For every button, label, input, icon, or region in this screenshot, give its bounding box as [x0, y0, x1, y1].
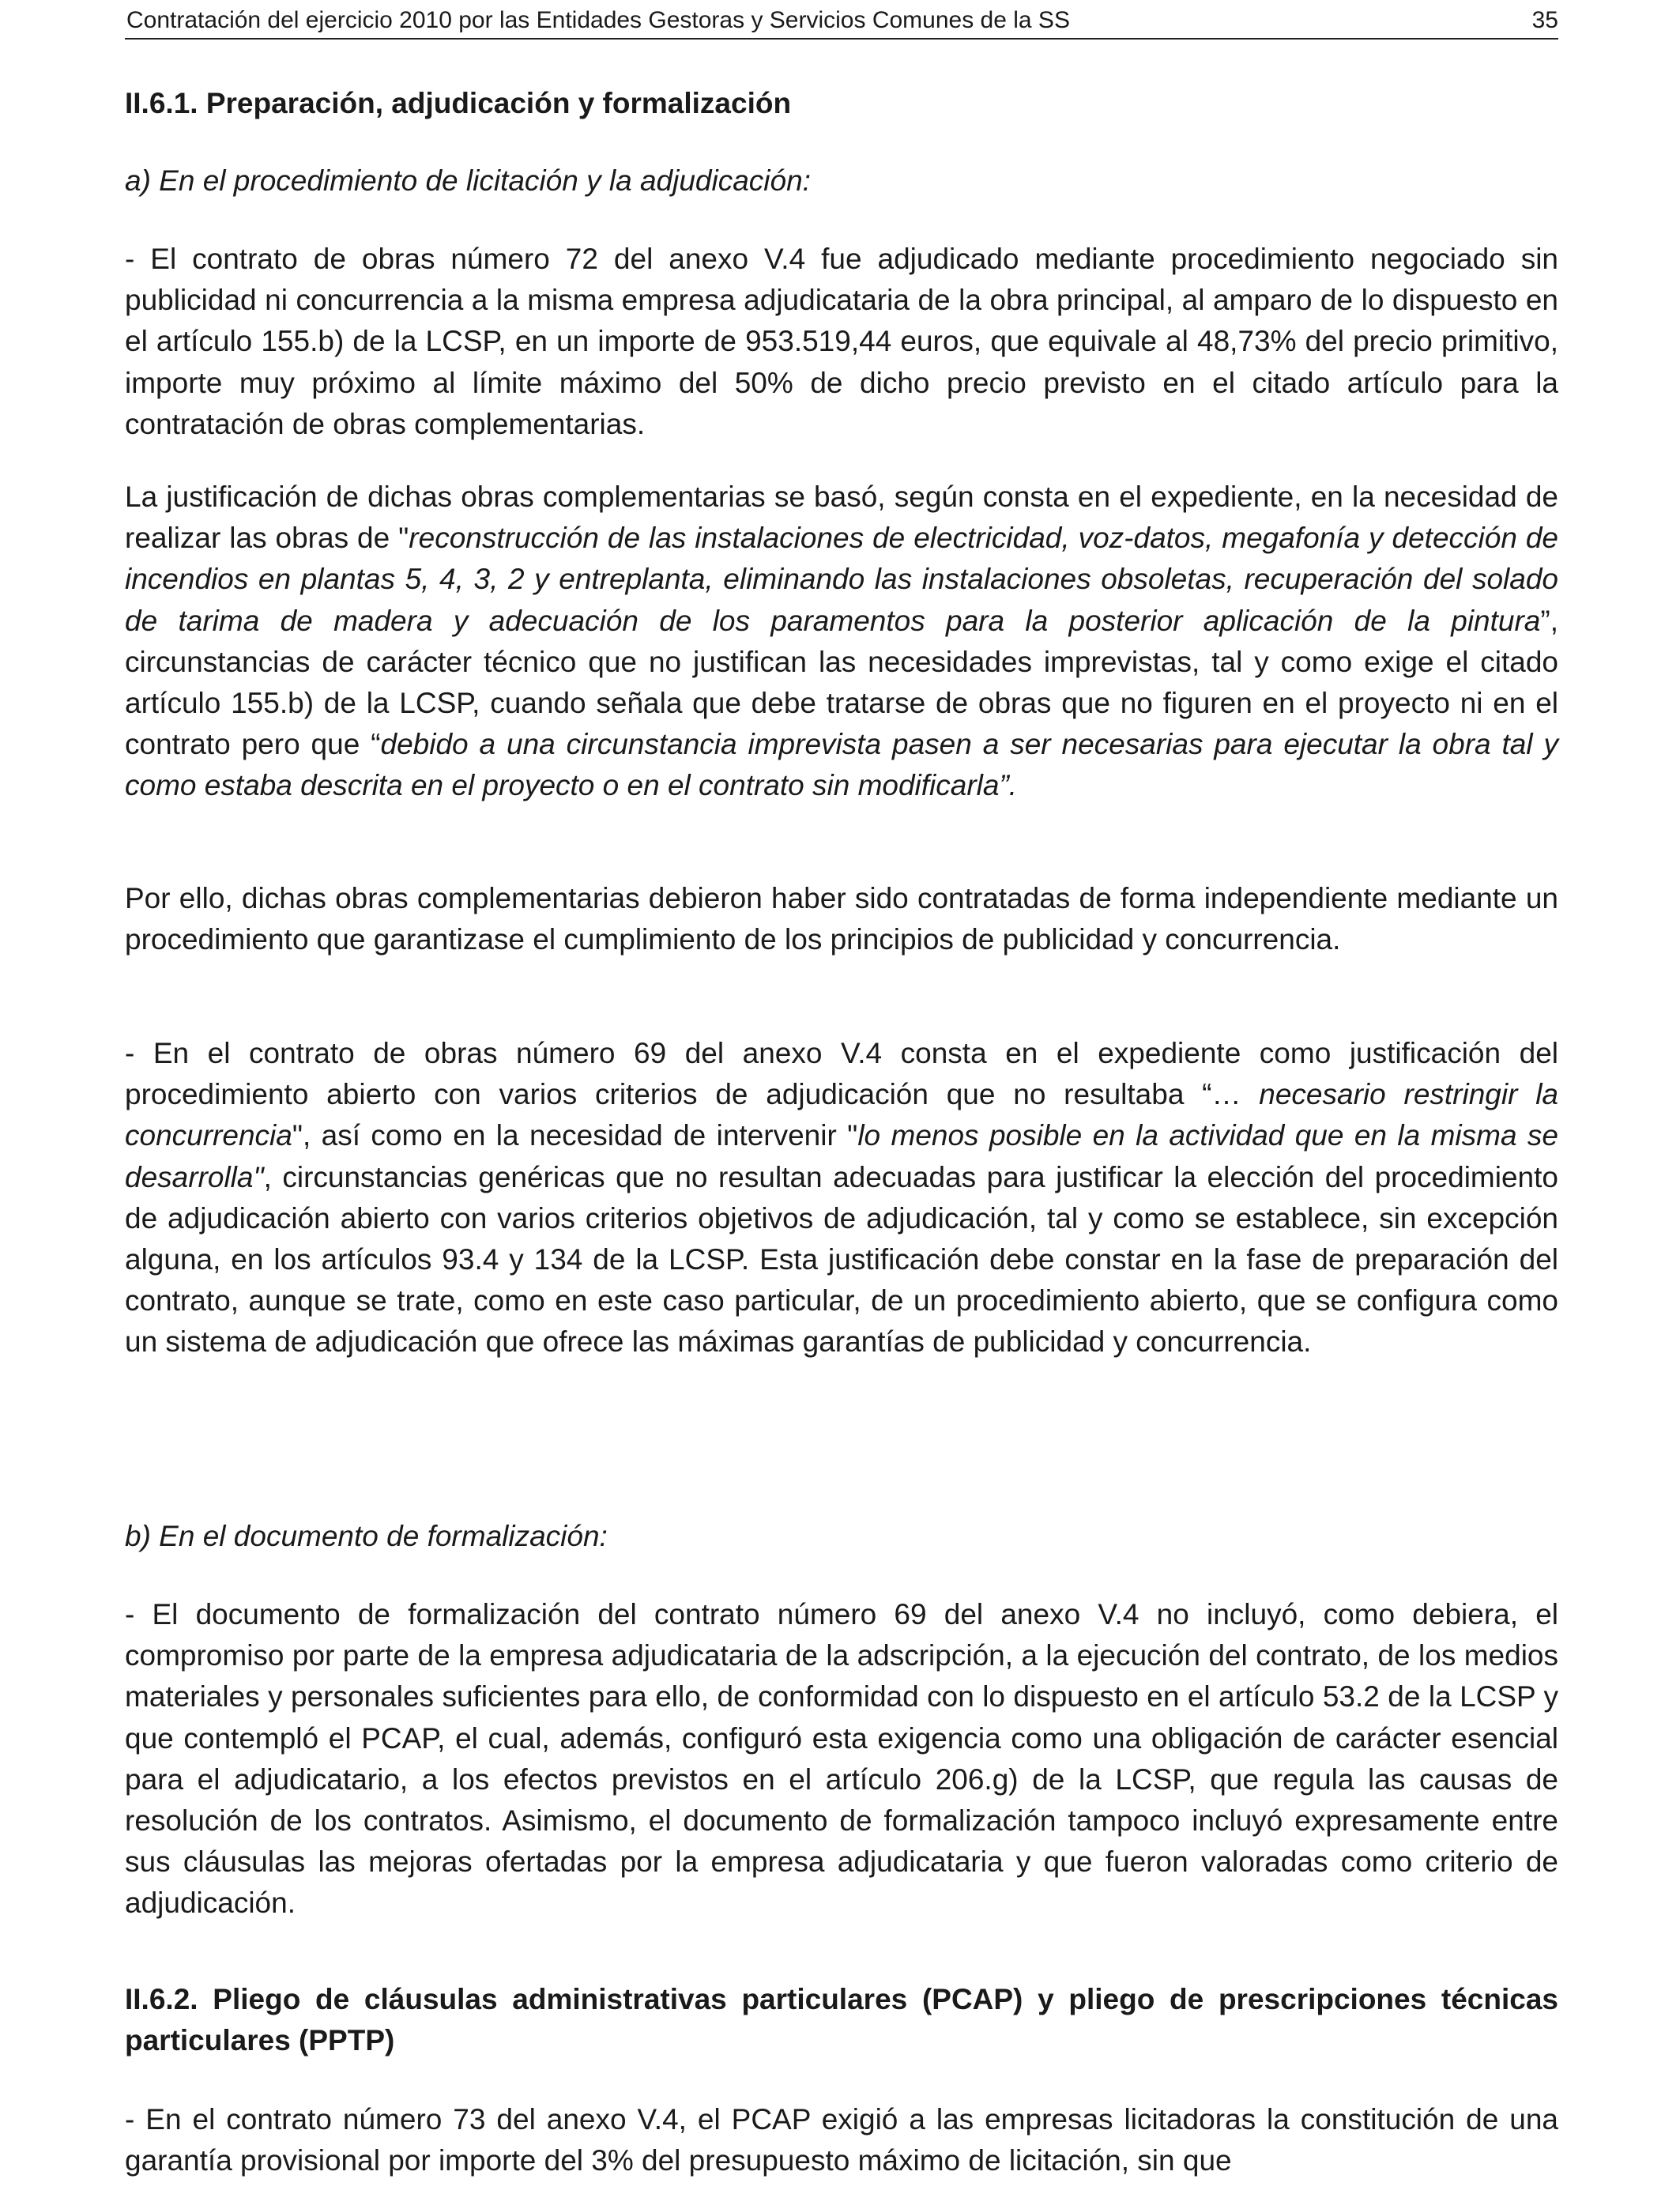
- text-run: ", así como en la necesidad de intervenir ": [292, 1119, 858, 1152]
- paragraph-contrato-72: - El contrato de obras número 72 del anexo V.4 fue adjudicado mediante procedimiento negociado sin publicidad ni concurrencia a la misma empresa adjudicataria de la obra principal, al amparo de lo dispuesto en el artículo 155.b) de la LCSP, en un importe de 953.519,44 euros, que equivale al 48,73% del precio primitivo, importe muy próximo al límite máximo del 50% de dicho precio previsto en el citado artículo para la contratación de obras complementarias.: [125, 243, 1558, 440]
- text-run: , circunstancias genéricas que no resultan adecuadas para justificar la elección del procedimiento de adjudicación abierto con varios criterios objetivos de adjudicación, tal y como se establece, sin excepción alguna, en los artículos 93.4 y 134 de la LCSP. Esta justificación debe constar en la fase de preparación del contrato, aunque se trate, como en este caso particular, de un procedimiento abierto, que se configura como un sistema de adjudicación que ofrece las máximas garantías de publicidad y concurrencia.: [125, 1160, 1558, 1359]
- quoted-italic-text: necesario restringir la concurrencia: [125, 1078, 1558, 1152]
- section-heading-ii-6-2: II.6.2. Pliego de cláusulas administrativas particulares (PCAP) y pliego de prescripciones técnicas particulares (PPTP): [125, 1983, 1558, 2056]
- quoted-italic-text: lo menos posible en la actividad que en la misma se desarrolla": [125, 1119, 1558, 1193]
- quoted-italic-text: reconstrucción de las instalaciones de electricidad, voz-datos, megafonía y detección de incendios en plantas 5, 4, 3, 2 y entreplanta, eliminando las instalaciones obsoletas, recuperación del solado de tarima de madera y adecuación de los paramentos para la posterior aplicación de la pintura: [125, 522, 1559, 637]
- page-number: 35: [1531, 7, 1558, 33]
- text-run: La justificación de dichas obras complementarias se basó, según consta en el expediente, en la necesidad de realizar las obras de ": [125, 481, 1558, 555]
- paragraph-contrato-73: - En el contrato número 73 del anexo V.4, el PCAP exigió a las empresas licitadoras la constitución de una garantía provisional por importe del 3% del presupuesto máximo de licitación, sin que: [125, 2103, 1558, 2177]
- paragraph-justificacion-obras: [125, 477, 1558, 807]
- text-run: ”, circunstancias de carácter técnico que no justifican las necesidades imprevistas, tal y como exige el citado artículo 155.b) de la LCSP, cuando señala que debe tratarse de obras que no figuren en el proyecto ni en el contrato pero que “: [125, 604, 1558, 761]
- header-title: Contratación del ejercicio 2010 por las Entidades Gestoras y Servicios Comunes de la SS: [126, 7, 1070, 33]
- subheading-a: a) En el procedimiento de licitación y la adjudicación:: [125, 164, 811, 197]
- paragraph-por-ello: Por ello, dichas obras complementarias debieron haber sido contratadas de forma independiente mediante un procedimiento que garantizase el cumplimiento de los principios de publicidad y concurrencia.: [125, 882, 1558, 956]
- paragraph-contrato-69: [125, 1033, 1558, 1363]
- running-header: [125, 3, 1558, 40]
- subheading-b: b) En el documento de formalización:: [125, 1520, 608, 1552]
- document-page: [125, 0, 1558, 2194]
- paragraph-formalizacion: - El documento de formalización del contrato número 69 del anexo V.4 no incluyó, como debiera, el compromiso por parte de la empresa adjudicataria de la adscripción, a la ejecución del contrato, de los medios materiales y personales suficientes para ello, de conformidad con lo dispuesto en el artículo 53.2 de la LCSP y que contempló el PCAP, el cual, además, configuró esta exigencia como una obligación de carácter esencial para el adjudicatario, a los efectos previstos en el artículo 206.g) de la LCSP, que regula las causas de resolución de los contratos. Asimismo, el documento de formalización tampoco incluyó expresamente entre sus cláusulas las mejoras ofertadas por la empresa adjudicataria y que fueron valoradas como criterio de adjudicación.: [125, 1598, 1558, 1920]
- text-run: - En el contrato de obras número 69 del anexo V.4 consta en el expediente como justificación del procedimiento abierto con varios criterios de adjudicación que no resultaba “…: [125, 1037, 1558, 1111]
- section-heading-ii-6-1: II.6.1. Preparación, adjudicación y formalización: [125, 87, 792, 119]
- quoted-italic-text: debido a una circunstancia imprevista pasen a ser necesarias para ejecutar la obra tal y como estaba descrita en el proyecto o en el contrato sin modificarla”.: [125, 728, 1559, 802]
